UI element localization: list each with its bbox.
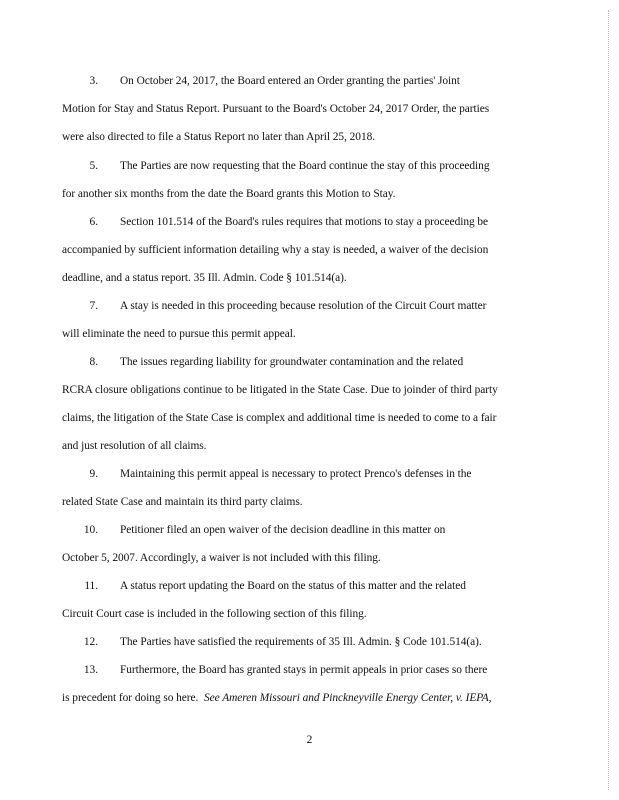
paragraph-text: Petitioner filed an open waiver of the decision deadline in this matter on	[120, 524, 446, 536]
paragraph-number: 11.	[84, 580, 98, 592]
paragraph-number: 8.	[89, 356, 98, 368]
paragraph-text: will eliminate the need to pursue this permit appeal.	[62, 328, 296, 340]
paragraph-number: 12.	[83, 636, 98, 648]
paragraph-text: claims, the litigation of the State Case is complex and additional time is needed to come to a fair	[62, 412, 497, 424]
paragraph-number: 10.	[83, 524, 98, 536]
paragraph-text: Circuit Court case is included in the following section of this filing.	[62, 608, 367, 620]
paragraph-text: RCRA closure obligations continue to be litigated in the State Case. Due to joinder of third party	[62, 384, 498, 396]
paragraph-7	[62, 292, 532, 348]
paragraph-10	[62, 516, 532, 572]
paragraph-number: 5.	[89, 160, 98, 172]
case-citation: See Ameren Missouri and Pinckneyville Energy Center, v. IEPA,	[203, 692, 492, 704]
paragraph-number: 9.	[89, 468, 98, 480]
paragraph-text: The Parties are now requesting that the Board continue the stay of this proceeding	[120, 160, 490, 172]
paragraph-text: Motion for Stay and Status Report. Pursuant to the Board's October 24, 2017 Order, the parties	[62, 103, 490, 115]
paragraph-text: related State Case and maintain its third party claims.	[62, 496, 303, 508]
paragraph-5	[62, 152, 532, 208]
paragraph-text: A status report updating the Board on the status of this matter and the related	[120, 580, 466, 592]
paragraph-text: were also directed to file a Status Report no later than April 25, 2018.	[62, 131, 376, 143]
paragraph-text: On October 24, 2017, the Board entered an Order granting the parties' Joint	[120, 75, 460, 87]
paragraph-11	[62, 572, 532, 628]
paragraph-3	[62, 67, 532, 151]
paragraph-text: October 5, 2007. Accordingly, a waiver is not included with this filing.	[62, 552, 381, 564]
paragraph-number: 7.	[89, 300, 98, 312]
paragraph-text: Maintaining this permit appeal is necessary to protect Prenco's defenses in the	[120, 468, 472, 480]
paragraph-9	[62, 460, 532, 516]
paragraph-number: 13.	[83, 664, 98, 676]
paragraph-text: The Parties have satisfied the requirements of 35 Ill. Admin. § Code 101.514(a).	[120, 636, 482, 648]
paragraph-13	[62, 656, 532, 712]
paragraph-number: 3.	[89, 75, 98, 87]
paragraph-text: A stay is needed in this proceeding because resolution of the Circuit Court matter	[120, 300, 487, 312]
paragraph-text: The issues regarding liability for groundwater contamination and the related	[120, 356, 464, 368]
paragraph-text: for another six months from the date the Board grants this Motion to Stay.	[62, 188, 396, 200]
paragraph-8	[62, 348, 532, 460]
scan-margin-artifact	[606, 10, 609, 790]
paragraph-number: 6.	[89, 216, 98, 228]
paragraph-text: and just resolution of all claims.	[62, 440, 207, 452]
paragraph-12	[62, 628, 532, 656]
paragraph-text: Section 101.514 of the Board's rules requires that motions to stay a proceeding be	[120, 216, 489, 228]
paragraph-text: deadline, and a status report. 35 Ill. Admin. Code § 101.514(a).	[62, 272, 347, 284]
paragraph-text: is precedent for doing so here.	[62, 692, 199, 704]
paragraph-text: accompanied by sufficient information detailing why a stay is needed, a waiver of the decision	[62, 244, 489, 256]
page-number: 2	[306, 734, 313, 746]
paragraph-text: Furthermore, the Board has granted stays in permit appeals in prior cases so there	[120, 664, 488, 676]
paragraph-6	[62, 208, 532, 292]
